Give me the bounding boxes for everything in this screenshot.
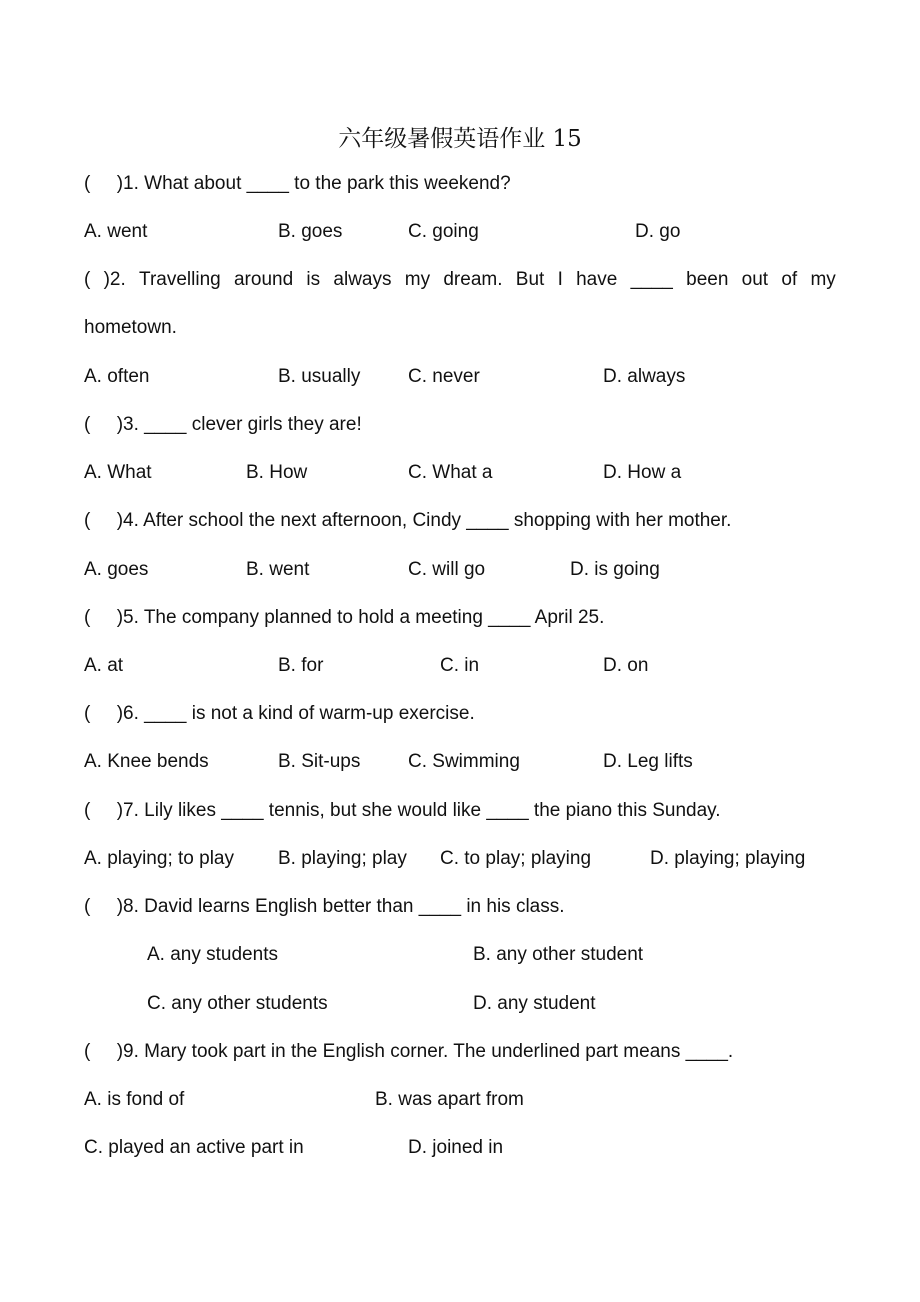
q2-word: been [686, 269, 729, 290]
q7-option-d: D. playing; playing [650, 848, 806, 869]
q7-option-a: A. playing; to play [84, 848, 234, 869]
question-7: ( )7. Lily likes ____ tennis, but she would like ____ the piano this Sunday. [84, 800, 721, 821]
q2-word: ____ [630, 269, 673, 290]
q4-option-c: C. will go [408, 559, 486, 580]
q2-word: ( [84, 269, 91, 290]
q2-word: )2. [103, 269, 126, 290]
q6-option-c: C. Swimming [408, 751, 520, 772]
question-8: ( )8. David learns English better than ____ in his class. [84, 896, 565, 917]
q5-option-a: A. at [84, 655, 124, 676]
q9-option-c: C. played an active part in [84, 1137, 304, 1158]
q8-option-d: D. any student [473, 993, 596, 1014]
q8-option-c: C. any other students [147, 993, 328, 1014]
question-5: ( )5. The company planned to hold a meeting ____ April 25. [84, 607, 605, 628]
q9-option-b: B. was apart from [375, 1089, 524, 1110]
q2-option-c: C. never [408, 366, 480, 387]
q3-option-d: D. How a [603, 462, 682, 483]
q7-option-c: C. to play; playing [440, 848, 592, 869]
question-2 [84, 267, 836, 293]
q2-word: Travelling [139, 269, 221, 290]
question-9: ( )9. Mary took part in the English corner. The underlined part means ____. [84, 1041, 734, 1062]
q2-option-d: D. always [603, 366, 686, 387]
q8-option-b: B. any other student [473, 944, 644, 965]
q2-word: out [741, 269, 769, 290]
q9-option-a: A. is fond of [84, 1089, 185, 1110]
q2-word: is [306, 269, 321, 290]
q2-option-b: B. usually [278, 366, 361, 387]
question-3: ( )3. ____ clever girls they are! [84, 414, 362, 435]
question-2-continuation: hometown. [84, 317, 177, 338]
q1-option-a: A. went [84, 221, 148, 242]
q2-word: But [515, 269, 545, 290]
q5-option-c: C. in [440, 655, 480, 676]
q3-option-c: C. What a [408, 462, 493, 483]
q6-option-d: D. Leg lifts [603, 751, 693, 772]
q2-word: I [557, 269, 563, 290]
q2-option-a: A. often [84, 366, 150, 387]
q1-option-c: C. going [408, 221, 479, 242]
q6-option-b: B. Sit-ups [278, 751, 361, 772]
q8-option-a: A. any students [147, 944, 278, 965]
q1-option-b: B. goes [278, 221, 343, 242]
question-1: ( )1. What about ____ to the park this weekend? [84, 173, 511, 194]
q2-word: my [810, 269, 836, 290]
q2-word: my [404, 269, 431, 290]
q5-option-b: B. for [278, 655, 324, 676]
q2-word: dream. [443, 269, 503, 290]
q3-option-a: A. What [84, 462, 152, 483]
question-6: ( )6. ____ is not a kind of warm-up exercise. [84, 703, 475, 724]
q7-option-b: B. playing; play [278, 848, 407, 869]
q5-option-d: D. on [603, 655, 649, 676]
question-4: ( )4. After school the next afternoon, Cindy ____ shopping with her mother. [84, 510, 732, 531]
q4-option-d: D. is going [570, 559, 660, 580]
q3-option-b: B. How [246, 462, 308, 483]
q2-word: around [233, 269, 294, 290]
page-title: 六年级暑假英语作业 15 [338, 126, 582, 152]
q4-option-a: A. goes [84, 559, 149, 580]
q6-option-a: A. Knee bends [84, 751, 209, 772]
q2-word: of [781, 269, 798, 290]
q1-option-d: D. go [635, 221, 681, 242]
q2-word: have [576, 269, 618, 290]
q2-word: always [333, 269, 392, 290]
q4-option-b: B. went [246, 559, 310, 580]
q9-option-d: D. joined in [408, 1137, 504, 1158]
